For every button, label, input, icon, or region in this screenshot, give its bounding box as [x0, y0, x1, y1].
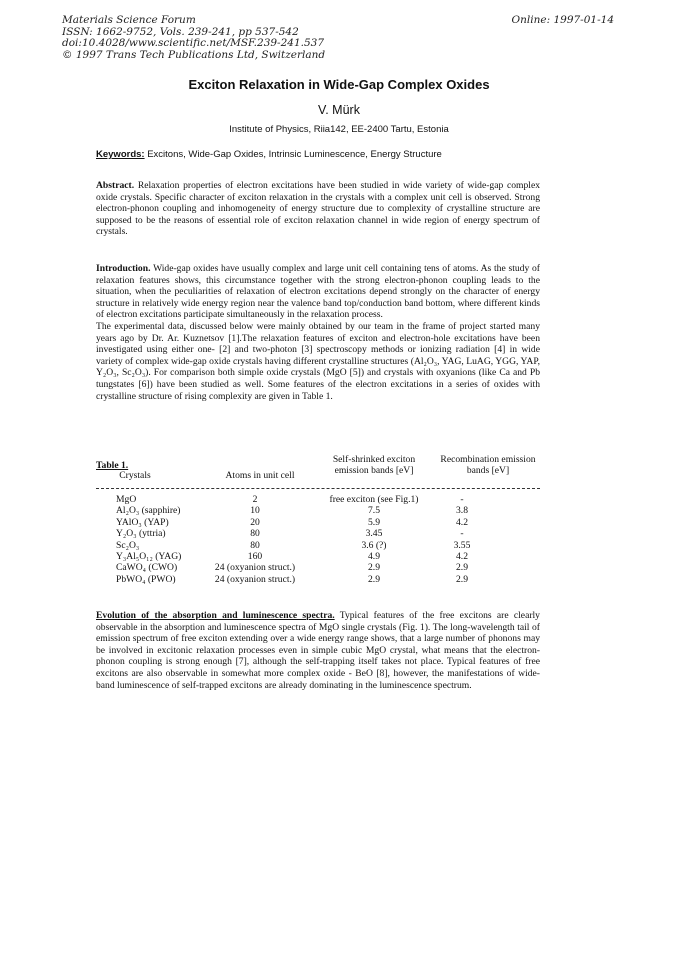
cell-crystal: Al₂O₃ (sapphire): [116, 505, 181, 517]
cell-self: 2.9: [368, 562, 380, 574]
paper-author: V. Mürk: [318, 103, 360, 117]
cell-self: 3.45: [365, 528, 383, 540]
introduction-paragraph-1: Wide-gap oxides have usually complex and large unit cell containing tens of atoms. As the study of relaxation features shows, this circumstance together with the strong electron-phonon coupling leads to the situation, when the peculiarities of relaxation of electron excitations depend strongly on the character of energy structure in relatively wide energy region near the valence band top/conduction band bottom, where different kinds of electron excitations participate simultaneously in the relaxation process.: [96, 263, 541, 321]
online-date: Online: 1997-01-14: [511, 14, 614, 26]
issn-line: ISSN: 1662-9752, Vols. 239-241, pp 537-542: [62, 25, 299, 38]
introduction-label: Introduction.: [96, 263, 151, 274]
cell-crystal: Y₃Al₅O₁₂ (YAG): [116, 550, 182, 562]
author-affiliation: Institute of Physics, Riia142, EE-2400 Tartu, Estonia: [229, 124, 449, 135]
paper-title: Exciton Relaxation in Wide-Gap Complex Oxides: [188, 77, 490, 92]
table-row: [96, 494, 540, 505]
cell-crystal: YAlO₃ (YAP): [116, 516, 169, 528]
cell-recomb: 4.2: [456, 516, 468, 528]
cell-recomb: 2.9: [456, 573, 468, 585]
table-row: [96, 562, 540, 573]
cell-crystal: Y₂O₃ (yttria): [116, 528, 166, 540]
cell-recomb: -: [460, 528, 464, 540]
cell-self: 3.6 (?): [361, 539, 387, 551]
evolution-text: Typical features of the free excitons are clearly observable in the absorption and luminescence spectra of MgO single crystals (Fig. 1). The long-wavelength tail of emission spectrum of free exciton extending over a wide energy range shows, that a large number of phonons may be involved in excitonic relaxation processes even in simple cubic MgO crystal, what means that the electron-phonon coupling is strong enough [7], although the self-trapping itself takes not place. Typical features of free excitons are also observable in somewhat more complex oxide - BeO [8], however, the manifestations of wide-band luminescence of self-trapped excitons are already dominating in the luminescence spectrum.: [96, 610, 540, 691]
cell-atoms: 24 (oxyanion struct.): [214, 562, 296, 574]
introduction-section: [96, 263, 540, 402]
cell-recomb: 2.9: [456, 562, 468, 574]
cell-atoms: 20: [250, 516, 260, 528]
cell-recomb: 4.2: [456, 550, 468, 562]
introduction-paragraph-2: The experimental data, discussed below were mainly obtained by our team in the frame of project started many years ago by Dr. Ar. Kuznetsov [1].The relaxation features of exciton and electron-hole excitations have been investigated using either one- [2] and two-photon [3] spectroscopy methods or ionizing radiation [4] in wide variety of complex wide-gap oxide crystals having different crystalline structures (Al₂O₃, YAG, LuAG, YGG, YAP, Y₂O₃, Sc₂O₃). For comparison both simple oxide crystals (MgO [5]) and crystals with oxyanions (like Ca and Pb tungstates [6]) have been studied as well. Some features of the electron excitations in a series of oxides with crystalline structure of rising complexity are given in Table 1.: [96, 320, 540, 402]
table-row: [96, 517, 540, 528]
cell-self: 7.5: [368, 505, 380, 517]
table-row: [96, 540, 540, 551]
cell-self: 5.9: [368, 516, 380, 528]
table-row: [96, 574, 540, 585]
table-label: Table 1.: [96, 460, 129, 471]
cell-self: 2.9: [368, 573, 380, 585]
abstract-text: Relaxation properties of electron excitations have been studied in wide variety of wide-gap complex oxide crystals. Specific character of exciton relaxation in the crystals with a complex unit cell is observed. Strong electron-phonon coupling and inhomogeneity of energy structure due to complexity of crystalline structure are supposed to be the reasons of essential role of exciton relaxation channel in wide region of energy spectrum of crystals.: [96, 180, 541, 238]
abstract-label: Abstract.: [96, 180, 135, 191]
keywords-label: Keywords:: [96, 149, 145, 160]
table-row: [96, 528, 540, 539]
header-atoms: Atoms in unit cell: [225, 470, 295, 481]
cell-crystal: PbWO₄ (PWO): [116, 573, 176, 585]
cell-atoms: 24 (oxyanion struct.): [214, 573, 296, 585]
cell-recomb: -: [460, 494, 464, 505]
header-crystals: Crystals: [119, 470, 151, 481]
table-body: [96, 494, 540, 585]
table-row: [96, 505, 540, 516]
evolution-section: [96, 610, 540, 691]
journal-header: [62, 15, 325, 61]
doi-line: doi:10.4028/www.scientific.net/MSF.239-241.537: [62, 37, 325, 49]
cell-atoms: 160: [247, 550, 263, 562]
header-recombination: Recombination emission bands [eV]: [440, 454, 536, 477]
cell-crystal: MgO: [116, 494, 137, 505]
table-row: [96, 551, 540, 562]
cell-self: 4.9: [368, 550, 380, 562]
header-self-shrinked: Self-shrinked exciton emission bands [eV]: [332, 454, 416, 477]
keywords-text: Excitons, Wide-Gap Oxides, Intrinsic Luminescence, Energy Structure: [147, 149, 442, 160]
cell-crystal: Sc₂O₃: [116, 539, 140, 551]
cell-atoms: 80: [250, 528, 260, 540]
table-divider: [96, 488, 540, 489]
cell-crystal: CaWO₄ (CWO): [116, 562, 178, 574]
cell-self: free exciton (see Fig.1): [329, 494, 419, 505]
evolution-label: Evolution of the absorption and luminescence spectra.: [96, 610, 335, 621]
cell-atoms: 10: [250, 505, 260, 517]
copyright-line: © 1997 Trans Tech Publications Ltd, Switzerland: [62, 48, 326, 61]
cell-recomb: 3.55: [453, 539, 471, 551]
abstract-section: [96, 180, 540, 238]
cell-recomb: 3.8: [456, 505, 468, 517]
cell-atoms: 80: [250, 539, 260, 551]
journal-name: Materials Science Forum: [62, 14, 196, 26]
cell-atoms: 2: [252, 494, 258, 505]
keywords-line: [96, 149, 442, 160]
